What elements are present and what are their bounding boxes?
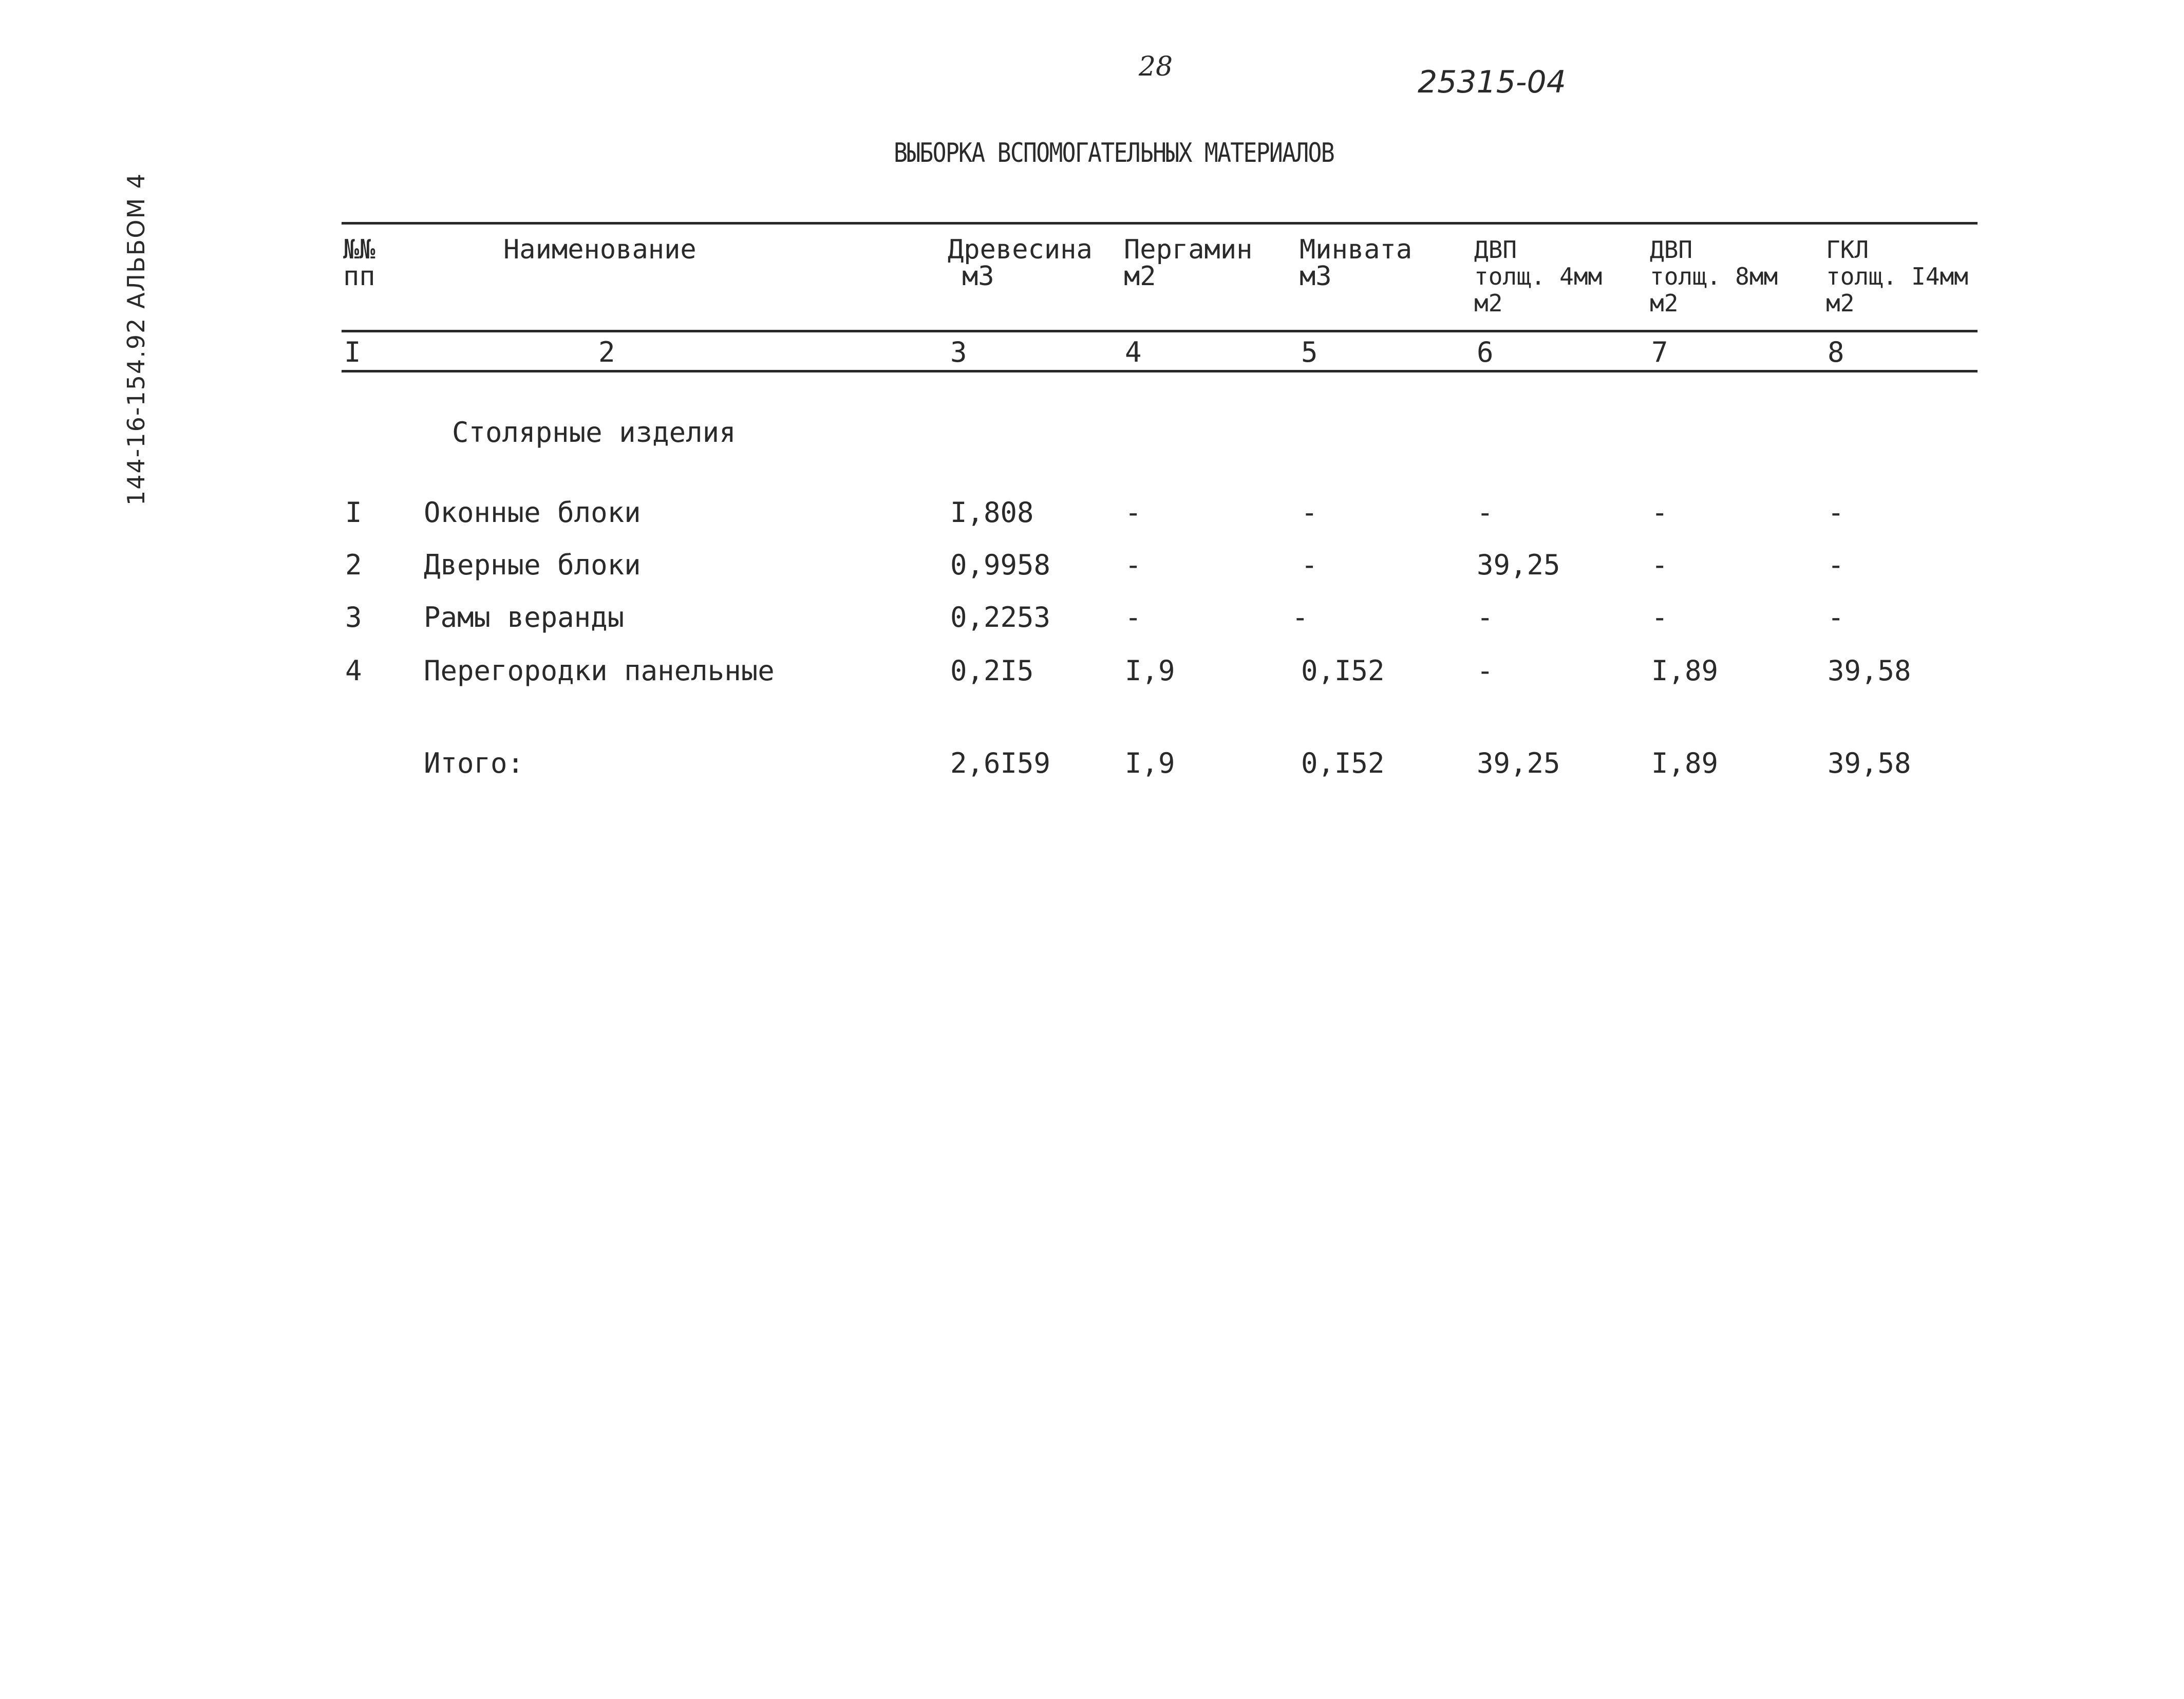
header-cell-wood: Древесина м3 bbox=[948, 234, 1093, 292]
cell-fibreboard-4mm: - bbox=[1477, 496, 1494, 529]
total-gypsum-board: 39,58 bbox=[1828, 747, 1911, 779]
column-number: I bbox=[344, 336, 361, 368]
row-name: Оконные блоки bbox=[424, 496, 641, 529]
total-mineral-wool: 0,I52 bbox=[1301, 747, 1385, 779]
row-name: Перегородки панельные bbox=[424, 655, 775, 687]
cell-fibreboard-8mm: - bbox=[1651, 496, 1668, 529]
total-fibreboard-4mm: 39,25 bbox=[1477, 747, 1560, 779]
row-number: 4 bbox=[345, 655, 362, 687]
document-title: ВЫБОРКА ВСПОМОГАТЕЛЬНЫХ МАТЕРИАЛОВ bbox=[894, 138, 1334, 169]
cell-mineral-wool: - bbox=[1301, 549, 1318, 581]
total-wood: 2,6I59 bbox=[950, 747, 1051, 779]
total-parchment: I,9 bbox=[1125, 747, 1175, 779]
cell-fibreboard-8mm: I,89 bbox=[1651, 655, 1719, 687]
total-fibreboard-8mm: I,89 bbox=[1651, 747, 1719, 779]
header-cell-fibreboard-4mm: ДВП толщ. 4мм м2 bbox=[1474, 236, 1603, 317]
header-cell-mineral-wool: Минвата м3 bbox=[1300, 234, 1413, 292]
column-number: 7 bbox=[1651, 336, 1668, 368]
total-label: Итого: bbox=[424, 747, 524, 779]
cell-fibreboard-8mm: - bbox=[1651, 549, 1668, 581]
cell-mineral-wool: 0,I52 bbox=[1301, 655, 1385, 687]
row-name: Рамы веранды bbox=[424, 601, 625, 633]
cell-fibreboard-4mm: 39,25 bbox=[1477, 549, 1560, 581]
cell-parchment: I,9 bbox=[1125, 655, 1175, 687]
row-number: 2 bbox=[345, 549, 362, 581]
cell-parchment: - bbox=[1125, 496, 1142, 529]
column-number: 5 bbox=[1301, 336, 1318, 368]
header-cell-number: №№ пп bbox=[343, 234, 375, 292]
header-cell-gypsum-board: ГКЛ толщ. I4мм м2 bbox=[1826, 236, 1968, 317]
cell-wood: 0,9958 bbox=[950, 549, 1051, 581]
column-number: 6 bbox=[1477, 336, 1494, 368]
cell-gypsum-board: - bbox=[1828, 496, 1844, 529]
row-name: Дверные блоки bbox=[424, 549, 641, 581]
cell-gypsum-board: - bbox=[1828, 549, 1844, 581]
row-number: 3 bbox=[345, 601, 362, 633]
cell-gypsum-board: - bbox=[1828, 601, 1844, 633]
cell-mineral-wool: - bbox=[1301, 496, 1318, 529]
column-number: 4 bbox=[1125, 336, 1142, 368]
document-code: 25315-04 bbox=[1418, 64, 1566, 100]
page-number: 28 bbox=[1138, 51, 1173, 82]
cell-fibreboard-4mm: - bbox=[1477, 655, 1494, 687]
cell-wood: I,808 bbox=[950, 496, 1034, 529]
column-number: 3 bbox=[950, 336, 967, 368]
cell-wood: 0,2I5 bbox=[950, 655, 1034, 687]
header-cell-parchment: Пергамин м2 bbox=[1124, 234, 1253, 292]
cell-parchment: - bbox=[1125, 601, 1142, 633]
cell-parchment: - bbox=[1125, 549, 1142, 581]
header-cell-fibreboard-8mm: ДВП толщ. 8мм м2 bbox=[1650, 236, 1778, 317]
header-cell-name: Наименование bbox=[503, 234, 696, 265]
column-number-rule bbox=[342, 370, 1978, 372]
row-number: I bbox=[345, 496, 362, 529]
cell-gypsum-board: 39,58 bbox=[1828, 655, 1911, 687]
cell-fibreboard-4mm: - bbox=[1477, 601, 1494, 633]
column-number: 2 bbox=[598, 336, 615, 368]
column-number: 8 bbox=[1828, 336, 1844, 368]
table-header-rule bbox=[342, 330, 1978, 332]
cell-mineral-wool: - bbox=[1292, 601, 1309, 633]
side-stamp: 144-16-154.92 АЛЬБОМ 4 bbox=[122, 172, 150, 506]
section-title: Столярные изделия bbox=[452, 416, 736, 449]
cell-fibreboard-8mm: - bbox=[1651, 601, 1668, 633]
cell-wood: 0,2253 bbox=[950, 601, 1051, 633]
table-top-rule bbox=[342, 222, 1978, 225]
